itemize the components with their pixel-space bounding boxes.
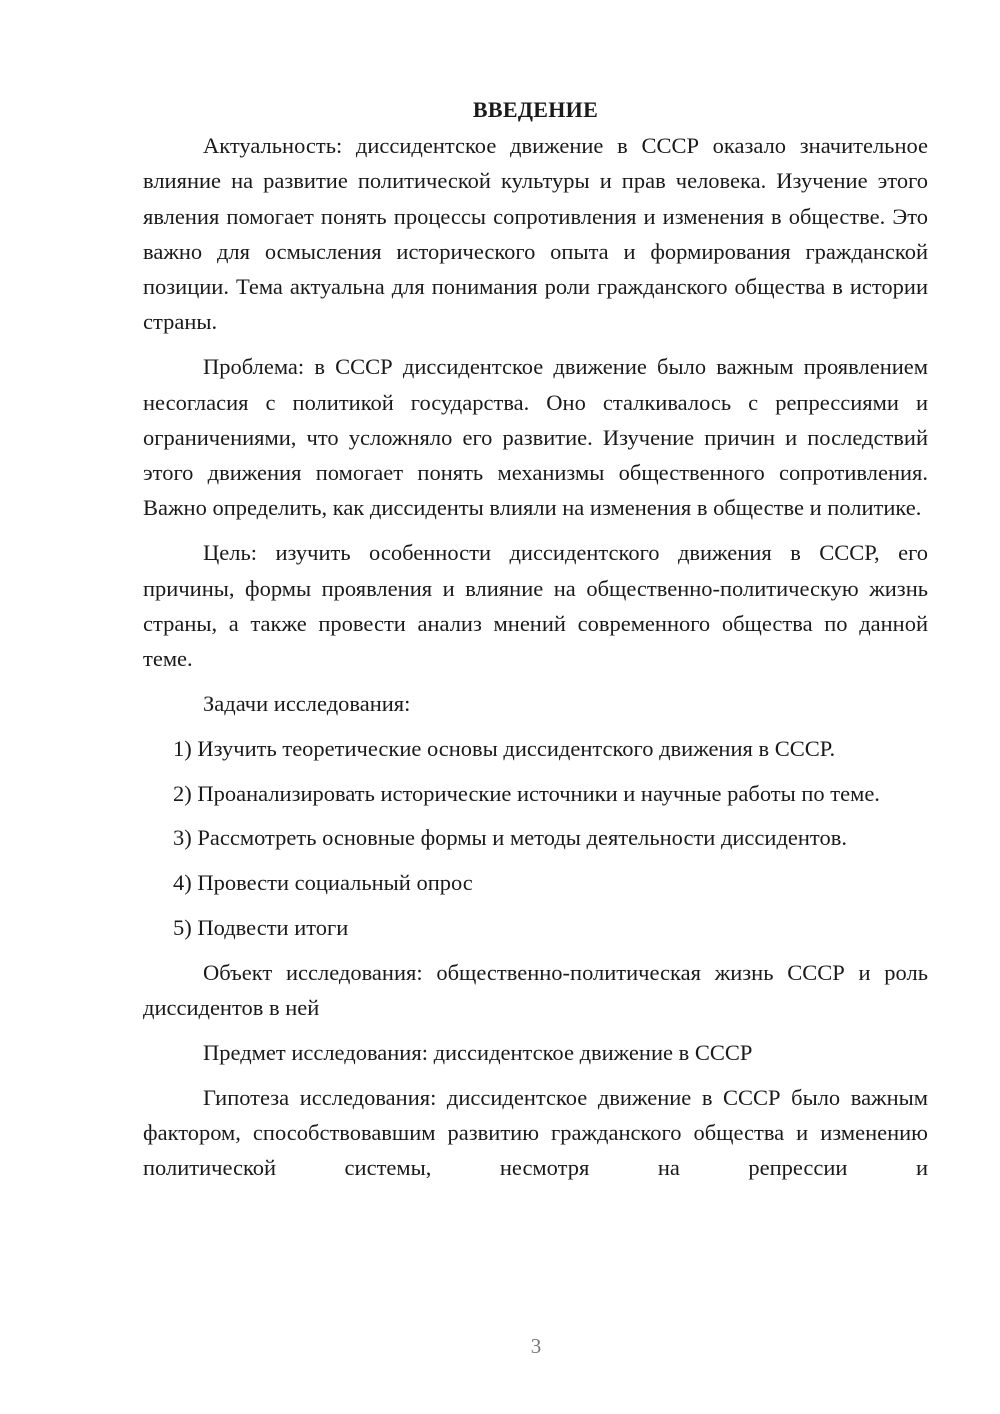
paragraph-problem: Проблема: в СССР диссидентское движение было важным проявлением несогласия с политикой государства. Оно сталкивалось с репрессиями и ограничениями, что усложняло его развитие. Изучение причин и последствий этого движения помогает понять механизмы общественного сопротивления. Важно определить, как диссиденты влияли на изменения в обществе и политике. bbox=[143, 354, 928, 521]
list-item-task-4: 4) Провести социальный опрос bbox=[173, 870, 473, 896]
list-item-task-1: 1) Изучить теоретические основы диссидентского движения в СССР. bbox=[173, 735, 836, 761]
paragraph-subject: Предмет исследования: диссидентское движение в СССР bbox=[203, 1039, 753, 1065]
paragraph-hypothesis: Гипотеза исследования: диссидентское движение в СССР было важным фактором, способствовавшим развитию гражданского общества и изменению политической системы, несмотря на репрессии и bbox=[143, 1084, 928, 1181]
page-title: ВВЕДЕНИЕ bbox=[472, 97, 599, 122]
page-content bbox=[143, 92, 928, 1195]
list-item-task-5: 5) Подвести итоги bbox=[173, 914, 349, 940]
page-number: 3 bbox=[530, 1334, 542, 1358]
paragraph-goal: Цель: изучить особенности диссидентского движения в СССР, его причины, формы проявления и влияние на общественно-политическую жизнь страны, а также провести анализ мнений современного общества по данной теме. bbox=[143, 540, 928, 672]
paragraph-object: Объект исследования: общественно-политическая жизнь СССР и роль диссидентов в ней bbox=[143, 959, 928, 1021]
list-item-task-2: 2) Проанализировать исторические источники и научные работы по теме. bbox=[173, 780, 880, 806]
paragraph-tasks-heading: Задачи исследования: bbox=[203, 690, 411, 716]
list-item-task-3: 3) Рассмотреть основные формы и методы деятельности диссидентов. bbox=[173, 825, 847, 851]
paragraph-relevance: Актуальность: диссидентское движение в СССР оказало значительное влияние на развитие политической культуры и прав человека. Изучение этого явления помогает понять процессы сопротивления и изменения в обществе. Это важно для осмысления исторического опыта и формирования гражданской позиции. Тема актуальна для понимания роли гражданского общества в истории страны. bbox=[143, 133, 928, 335]
